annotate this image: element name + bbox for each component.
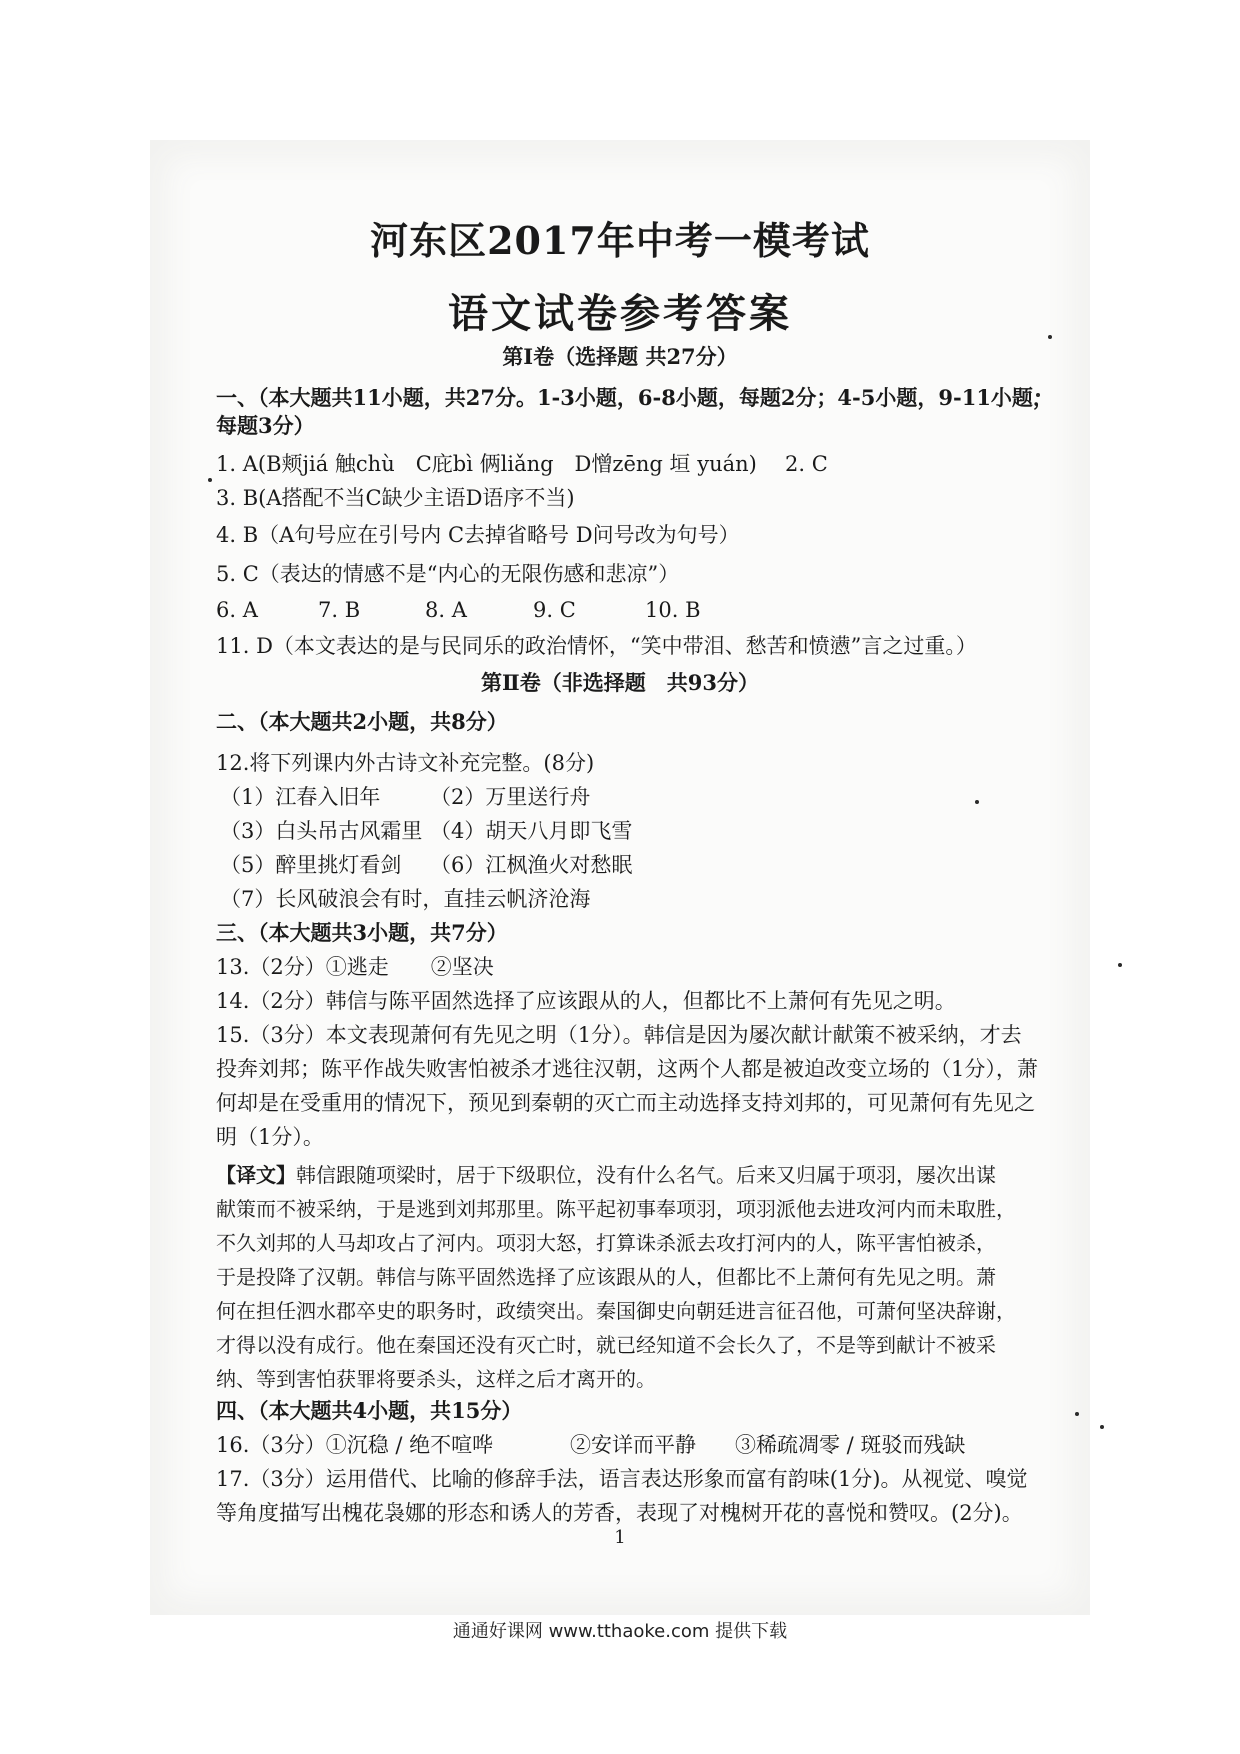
- scan-speck: [1100, 1425, 1104, 1429]
- answer-q6: 6. A: [216, 598, 258, 622]
- answer-q13: 13.（2分）①逃走 ②坚决: [216, 955, 494, 979]
- answer-q15-line: 明（1分）。: [216, 1125, 324, 1149]
- answer-q15-line: 何却是在受重用的情况下，预见到秦朝的灭亡而主动选择支持刘邦的，可见萧何有先见之: [216, 1091, 1035, 1115]
- q12-item-6: （6）江枫渔火对愁眠: [430, 853, 633, 877]
- answer-q7: 7. B: [318, 598, 361, 622]
- page-number: 1: [614, 1527, 626, 1548]
- scan-speck: [1118, 963, 1122, 967]
- answer-q15-line: 投奔刘邦；陈平作战失败害怕被杀才逃往汉朝，这两个人都是被迫改变立场的（1分），萧: [216, 1057, 1038, 1081]
- part2-header: 第Ⅱ卷（非选择题 共93分）: [481, 670, 759, 695]
- translation-line: 于是投降了汉朝。韩信与陈平固然选择了应该跟从的人，但都比不上萧何有先见之明。萧: [216, 1265, 996, 1289]
- answer-q8: 8. A: [425, 598, 467, 622]
- answer-q3: 3. B(A搭配不当C缺少主语D语序不当): [216, 486, 575, 510]
- exam-title: 河东区2017年中考一模考试: [370, 218, 870, 263]
- scan-speck: [208, 478, 212, 482]
- answer-q2: 2. C: [785, 452, 828, 476]
- translation-label: 【译文】: [216, 1163, 296, 1187]
- q12-item-7: （7）长风破浪会有时，直挂云帆济沧海: [220, 887, 591, 911]
- footer-credit: 通通好课网 www.tthaoke.com 提供下载: [452, 1621, 788, 1642]
- translation-line: 献策而不被采纳，于是逃到刘邦那里。陈平起初事奉项羽，项羽派他去进攻河内而未取胜，: [216, 1197, 1016, 1221]
- scan-speck: [1075, 1412, 1079, 1416]
- answer-q16-part3: ③稀疏凋零 / 斑驳而残缺: [735, 1433, 966, 1457]
- section1-header-cont: 每题3分）: [216, 413, 315, 438]
- q12-item-4: （4）胡天八月即飞雪: [430, 819, 633, 843]
- answer-q11: 11. D（本文表达的是与民同乐的政治情怀，“笑中带泪、愁苦和愤懑”言之过重。）: [216, 634, 977, 658]
- answer-q5: 5. C（表达的情感不是“内心的无限伤感和悲凉”）: [216, 562, 680, 586]
- answer-q16-part1: 16.（3分）①沉稳 / 绝不喧哗: [216, 1433, 494, 1457]
- section3-header: 三、（本大题共3小题，共7分）: [216, 920, 508, 945]
- translation-line: 不久刘邦的人马却攻占了河内。项羽大怒，打算诛杀派去攻打河内的人，陈平害怕被杀，: [216, 1231, 996, 1255]
- section2-header: 二、（本大题共2小题，共8分）: [216, 709, 508, 734]
- section1-header: 一、（本大题共11小题，共27分。1-3小题，6-8小题，每题2分；4-5小题，9-11小题，: [216, 385, 1054, 410]
- translation-line: 韩信跟随项梁时，居于下级职位，没有什么名气。后来又归属于项羽，屡次出谋: [296, 1163, 996, 1187]
- answer-q17-line: 17.（3分）运用借代、比喻的修辞手法，语言表达形象而富有韵味(1分)。从视觉、嗅觉: [216, 1467, 1028, 1491]
- translation-line: 何在担任泗水郡卒史的职务时，政绩突出。秦国御史向朝廷进言征召他，可萧何坚决辞谢，: [216, 1299, 1016, 1323]
- q12-item-5: （5）醉里挑灯看剑: [220, 853, 402, 877]
- answer-q15-line: 15.（3分）本文表现萧何有先见之明（1分）。韩信是因为屡次献计献策不被采纳，才去: [216, 1023, 1022, 1047]
- document-title: 语文试卷参考答案: [448, 290, 792, 337]
- q12-item-3: （3）白头吊古风霜里: [220, 819, 423, 843]
- answer-q10: 10. B: [645, 598, 701, 622]
- section4-header: 四、（本大题共4小题，共15分）: [216, 1398, 523, 1423]
- answer-q9: 9. C: [533, 598, 576, 622]
- answer-q16-part2: ②安详而平静: [570, 1433, 696, 1457]
- answer-q14: 14.（2分）韩信与陈平固然选择了应该跟从的人，但都比不上萧何有先见之明。: [216, 989, 956, 1013]
- q12-item-1: （1）江春入旧年: [220, 785, 381, 809]
- answer-q17-line: 等角度描写出槐花袅娜的形态和诱人的芳香，表现了对槐树开花的喜悦和赞叹。(2分)。: [216, 1501, 1023, 1525]
- translation-line: 才得以没有成行。他在秦国还没有灭亡时，就已经知道不会长久了，不是等到献计不被采: [216, 1333, 996, 1357]
- part1-header: 第Ⅰ卷（选择题 共27分）: [502, 344, 738, 369]
- scan-speck: [975, 800, 979, 804]
- translation-line: 纳、等到害怕获罪将要杀头，这样之后才离开的。: [216, 1367, 656, 1391]
- q12-item-2: （2）万里送行舟: [430, 785, 591, 809]
- answer-q4: 4. B（A句号应在引号内 C去掉省略号 D问号改为句号）: [216, 523, 740, 547]
- answer-q1: 1. A(B颊jiá 触chù C庇bì 俩liǎng D憎zēng 垣 yuán): [216, 452, 757, 476]
- translation-paragraph: [216, 1158, 996, 1192]
- question-12: 12.将下列课内外古诗文补充完整。(8分): [216, 751, 595, 775]
